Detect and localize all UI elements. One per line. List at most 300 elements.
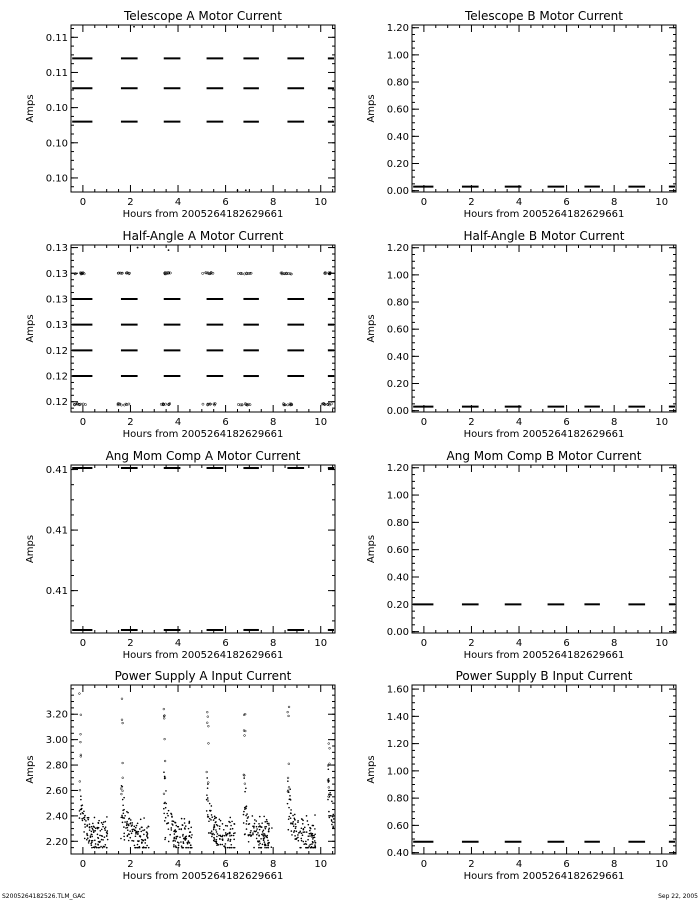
- chart-power-supply-a-data-point: [163, 771, 165, 773]
- chart-power-supply-a-data-point: [263, 839, 265, 841]
- chart-power-supply-a-data-point: [147, 833, 149, 835]
- chart-power-supply-a-data-point: [95, 843, 97, 845]
- chart-power-supply-a-data-point: [297, 820, 299, 822]
- chart-power-supply-a-data-point: [106, 847, 108, 849]
- chart-power-supply-a-data-point: [126, 825, 128, 827]
- chart-power-supply-a-data-point: [254, 831, 256, 833]
- chart-power-supply-a-data-point: [230, 828, 232, 830]
- chart-power-supply-a-data-point: [169, 834, 171, 836]
- chart-power-supply-a-data-point: [297, 821, 299, 823]
- chart-half-angle-b-xtick-label: 4: [515, 417, 523, 428]
- chart-power-supply-a-data-point: [90, 835, 92, 837]
- chart-power-supply-a-data-point: [288, 791, 290, 793]
- chart-ang-mom-b-xtick-label: 0: [420, 638, 428, 649]
- chart-power-supply-a-data-point: [146, 832, 148, 834]
- chart-power-supply-a-data-point: [142, 847, 144, 849]
- chart-power-supply-b-xtick-label: 10: [655, 859, 669, 870]
- chart-power-supply-a-data-point: [307, 820, 309, 822]
- chart-power-supply-a-data-point: [303, 829, 305, 831]
- chart-power-supply-a-spike-point: [163, 717, 165, 719]
- chart-telescope-a-frame: [71, 25, 335, 192]
- chart-power-supply-a-ytick-label: 3.20: [45, 709, 68, 721]
- chart-power-supply-a-data-point: [252, 815, 254, 817]
- chart-power-supply-b-title: Power Supply B Input Current: [455, 669, 633, 683]
- chart-power-supply-a-data-point: [101, 839, 103, 841]
- chart-power-supply-a-data-point: [209, 818, 211, 820]
- chart-power-supply-a-data-point: [214, 816, 216, 818]
- chart-power-supply-a-data-point: [298, 840, 300, 842]
- chart-power-supply-a-data-point: [294, 819, 296, 821]
- chart-half-angle-a-cluster-point: [237, 272, 239, 274]
- chart-power-supply-a-spike-point: [79, 693, 81, 695]
- chart-power-supply-a-data-point: [189, 821, 191, 823]
- chart-power-supply-a-data-point: [328, 768, 330, 770]
- chart-power-supply-a-data-point: [208, 832, 210, 834]
- chart-power-supply-a-data-point: [306, 831, 308, 833]
- chart-power-supply-a-ytick-label: 3.00: [45, 735, 68, 747]
- chart-power-supply-a-data-point: [188, 822, 190, 824]
- chart-power-supply-a-data-point: [142, 840, 144, 842]
- chart-power-supply-a-data-point: [104, 836, 106, 838]
- chart-power-supply-a-data-point: [130, 822, 132, 824]
- chart-power-supply-a-data-point: [144, 839, 146, 841]
- chart-power-supply-a-data-point: [126, 821, 128, 823]
- chart-power-supply-a-data-point: [102, 826, 104, 828]
- chart-power-supply-a-data-point: [99, 841, 101, 843]
- chart-power-supply-a-data-point: [248, 841, 250, 843]
- chart-power-supply-a-data-point: [246, 828, 248, 830]
- chart-telescope-b-title: Telescope B Motor Current: [464, 9, 624, 23]
- chart-power-supply-b-xlabel: Hours from 2005264182629661: [463, 871, 625, 882]
- chart-power-supply-a-data-point: [222, 823, 224, 825]
- chart-power-supply-a-xtick-label: 4: [174, 859, 182, 870]
- chart-telescope-a-point: [133, 26, 135, 28]
- chart-power-supply-a-data-point: [98, 820, 100, 822]
- chart-power-supply-a-data-point: [207, 816, 209, 818]
- chart-power-supply-a-spike-point: [328, 787, 330, 789]
- chart-power-supply-a-data-point: [217, 825, 219, 827]
- chart-power-supply-a-data-point: [174, 833, 176, 835]
- chart-power-supply-a-data-point: [291, 834, 293, 836]
- chart-half-angle-b: [366, 229, 676, 440]
- chart-power-supply-a-data-point: [81, 818, 83, 820]
- chart-power-supply-a-data-point: [228, 821, 230, 823]
- chart-power-supply-a-data-point: [294, 814, 296, 816]
- chart-power-supply-a-data-point: [331, 820, 333, 822]
- chart-power-supply-a-data-point: [184, 822, 186, 824]
- chart-power-supply-a-data-point: [91, 836, 93, 838]
- chart-power-supply-a-data-point: [268, 823, 270, 825]
- chart-power-supply-a-data-point: [219, 828, 221, 830]
- chart-power-supply-a-data-point: [302, 841, 304, 843]
- chart-power-supply-a-data-point: [252, 832, 254, 834]
- chart-power-supply-a-data-point: [331, 801, 333, 803]
- chart-half-angle-a-title: Half-Angle A Motor Current: [122, 229, 284, 243]
- chart-power-supply-a-data-point: [134, 830, 136, 832]
- chart-power-supply-a-data-point: [216, 844, 218, 846]
- chart-power-supply-a-data-point: [314, 814, 316, 816]
- chart-power-supply-a-data-point: [287, 780, 289, 782]
- chart-power-supply-a-data-point: [165, 790, 167, 792]
- chart-power-supply-a-data-point: [232, 828, 234, 830]
- chart-power-supply-a-data-point: [183, 838, 185, 840]
- chart-power-supply-a-data-point: [225, 825, 227, 827]
- chart-power-supply-a-data-point: [138, 840, 140, 842]
- chart-half-angle-a-cluster-point: [165, 403, 167, 405]
- chart-power-supply-a-data-point: [233, 835, 235, 837]
- chart-power-supply-a-data-point: [123, 809, 125, 811]
- chart-power-supply-a-spike-point: [80, 733, 82, 735]
- chart-power-supply-a-data-point: [164, 778, 166, 780]
- chart-ang-mom-a-frame: [71, 465, 335, 633]
- chart-power-supply-a-data-point: [228, 838, 230, 840]
- chart-power-supply-a-data-point: [122, 817, 124, 819]
- chart-power-supply-a-data-point: [171, 823, 173, 825]
- chart-power-supply-a-data-point: [165, 837, 167, 839]
- chart-power-supply-a-data-point: [127, 829, 129, 831]
- chart-power-supply-a-data-point: [259, 829, 261, 831]
- chart-power-supply-a-data-point: [122, 799, 124, 801]
- chart-power-supply-a-data-point: [91, 831, 93, 833]
- chart-power-supply-a-data-point: [229, 840, 231, 842]
- chart-power-supply-a-data-point: [207, 797, 209, 799]
- chart-half-angle-b-ytick-label: 0.20: [386, 378, 409, 390]
- chart-power-supply-a-data-point: [174, 822, 176, 824]
- chart-power-supply-a-xtick-label: 2: [127, 859, 134, 870]
- chart-power-supply-a-data-point: [93, 825, 95, 827]
- chart-power-supply-a-spike-point: [121, 793, 123, 795]
- chart-power-supply-a-data-point: [93, 830, 95, 832]
- chart-power-supply-a-data-point: [307, 839, 309, 841]
- chart-half-angle-b-ylabel: Amps: [366, 314, 377, 343]
- chart-power-supply-a-spike-point: [122, 722, 124, 724]
- chart-power-supply-a-data-point: [82, 820, 84, 822]
- chart-power-supply-a-spike-point: [121, 719, 123, 721]
- chart-ang-mom-a-title: Ang Mom Comp A Motor Current: [105, 449, 301, 463]
- chart-telescope-a-xtick-label: 2: [127, 197, 134, 208]
- chart-power-supply-a-data-point: [142, 830, 144, 832]
- chart-half-angle-b-frame: [412, 245, 676, 412]
- chart-power-supply-a-data-point: [222, 839, 224, 841]
- chart-power-supply-b-ytick-label: 0.60: [386, 820, 409, 832]
- chart-power-supply-a-data-point: [297, 834, 299, 836]
- chart-power-supply-a-data-point: [292, 823, 294, 825]
- chart-power-supply-a-data-point: [124, 821, 126, 823]
- chart-power-supply-a-data-point: [246, 813, 248, 815]
- chart-power-supply-a-data-point: [246, 823, 248, 825]
- chart-power-supply-a-data-point: [171, 816, 173, 818]
- chart-power-supply-a-data-point: [128, 840, 130, 842]
- chart-telescope-b-frame: [412, 25, 676, 192]
- chart-ang-mom-b: [366, 449, 676, 661]
- chart-ang-mom-b-title: Ang Mom Comp B Motor Current: [446, 449, 642, 463]
- chart-power-supply-a-data-point: [258, 847, 260, 849]
- chart-power-supply-a-data-point: [143, 817, 145, 819]
- chart-power-supply-a-data-point: [293, 825, 295, 827]
- chart-power-supply-a-data-point: [103, 821, 105, 823]
- chart-power-supply-a-data-point: [131, 840, 133, 842]
- chart-power-supply-a-data-point: [304, 831, 306, 833]
- chart-power-supply-a-data-point: [290, 812, 292, 814]
- chart-half-angle-b-ytick-label: 0.60: [386, 324, 409, 336]
- chart-telescope-b-ytick-label: 0.60: [386, 104, 409, 116]
- chart-power-supply-a-data-point: [137, 833, 139, 835]
- footer-filename: S2005264182526.TLM_GAC: [2, 893, 86, 900]
- chart-power-supply-a-data-point: [106, 816, 108, 818]
- chart-power-supply-a-data-point: [174, 829, 176, 831]
- chart-power-supply-a-ytick-label: 2.80: [45, 760, 68, 772]
- chart-half-angle-a-ytick-label: 0.12: [45, 371, 68, 383]
- chart-power-supply-a-data-point: [253, 826, 255, 828]
- chart-power-supply-a-data-point: [190, 837, 192, 839]
- chart-power-supply-a-data-point: [85, 820, 87, 822]
- chart-power-supply-a-data-point: [287, 803, 289, 805]
- chart-half-angle-b-xtick-label: 6: [563, 417, 570, 428]
- chart-power-supply-a-data-point: [104, 828, 106, 830]
- chart-power-supply-a-data-point: [306, 815, 308, 817]
- chart-power-supply-a-data-point: [217, 833, 219, 835]
- chart-power-supply-a-data-point: [177, 841, 179, 843]
- chart-power-supply-a-data-point: [264, 841, 266, 843]
- chart-power-supply-a-data-point: [290, 823, 292, 825]
- chart-power-supply-a-data-point: [91, 844, 93, 846]
- chart-power-supply-a-data-point: [89, 827, 91, 829]
- chart-power-supply-a-data-point: [127, 827, 129, 829]
- chart-power-supply-a-spike-point: [207, 716, 209, 718]
- chart-half-angle-a-xtick-label: 8: [269, 417, 277, 428]
- chart-power-supply-a-data-point: [332, 827, 334, 829]
- chart-half-angle-b-ytick-label: 0.00: [386, 406, 409, 418]
- chart-power-supply-a-data-point: [213, 819, 215, 821]
- chart-ang-mom-a-ytick-label: 0.41: [45, 525, 68, 537]
- chart-power-supply-a-data-point: [163, 803, 165, 805]
- chart-telescope-b-xtick-label: 6: [563, 197, 570, 208]
- chart-ang-mom-b-ylabel: Amps: [366, 534, 377, 564]
- chart-power-supply-a-data-point: [168, 810, 170, 812]
- chart-power-supply-a-spike-point: [288, 786, 290, 788]
- chart-power-supply-a-data-point: [144, 847, 146, 849]
- chart-ang-mom-b-xtick-label: 10: [655, 638, 669, 649]
- chart-power-supply-a-data-point: [266, 821, 268, 823]
- chart-power-supply-a-data-point: [211, 805, 213, 807]
- chart-ang-mom-b-xtick-label: 4: [515, 638, 523, 649]
- chart-power-supply-a-data-point: [295, 838, 297, 840]
- chart-power-supply-a-spike-point: [164, 760, 166, 762]
- chart-power-supply-a-data-point: [182, 834, 184, 836]
- chart-power-supply-a-data-point: [332, 816, 334, 818]
- chart-power-supply-a-data-point: [314, 844, 316, 846]
- chart-half-angle-a-cluster-point: [82, 403, 84, 405]
- chart-power-supply-a-data-point: [134, 845, 136, 847]
- chart-power-supply-a-data-point: [290, 809, 292, 811]
- chart-power-supply-a-data-point: [188, 835, 190, 837]
- chart-power-supply-a-data-point: [187, 847, 189, 849]
- chart-power-supply-a-data-point: [93, 846, 95, 848]
- chart-power-supply-a-data-point: [139, 828, 141, 830]
- chart-power-supply-a-data-point: [220, 844, 222, 846]
- chart-power-supply-a-data-point: [102, 847, 104, 849]
- chart-power-supply-a-data-point: [231, 821, 233, 823]
- chart-power-supply-a-data-point: [311, 843, 313, 845]
- chart-power-supply-a-data-point: [107, 830, 109, 832]
- chart-half-angle-b-xtick-label: 10: [655, 417, 669, 428]
- chart-ang-mom-b-xtick-label: 2: [468, 638, 475, 649]
- chart-power-supply-a-spike-point: [329, 763, 331, 765]
- chart-power-supply-a-spike-point: [122, 762, 124, 764]
- chart-power-supply-a-data-point: [256, 826, 258, 828]
- chart-power-supply-a-data-point: [253, 827, 255, 829]
- chart-power-supply-a-data-point: [214, 840, 216, 842]
- chart-power-supply-a-data-point: [266, 837, 268, 839]
- chart-power-supply-a-data-point: [302, 831, 304, 833]
- chart-power-supply-a-spike-point: [122, 790, 124, 792]
- chart-telescope-b-xtick-label: 2: [468, 197, 475, 208]
- chart-telescope-b-ytick-label: 1.20: [386, 23, 409, 35]
- chart-power-supply-a-data-point: [301, 838, 303, 840]
- chart-power-supply-a-data-point: [305, 841, 307, 843]
- chart-power-supply-a-data-point: [129, 837, 131, 839]
- chart-power-supply-a-data-point: [179, 836, 181, 838]
- chart-power-supply-a-data-point: [173, 844, 175, 846]
- chart-power-supply-a-data-point: [177, 836, 179, 838]
- chart-power-supply-a-data-point: [175, 847, 177, 849]
- chart-power-supply-a-data-point: [80, 813, 82, 815]
- chart-power-supply-b-frame: [412, 685, 676, 854]
- chart-power-supply-a-data-point: [211, 836, 213, 838]
- chart-power-supply-a-data-point: [126, 811, 128, 813]
- chart-power-supply-a-data-point: [266, 835, 268, 837]
- chart-power-supply-a-data-point: [184, 827, 186, 829]
- chart-power-supply-a-data-point: [164, 776, 166, 778]
- chart-power-supply-a-data-point: [207, 783, 209, 785]
- chart-power-supply-b-ytick-label: 1.00: [386, 766, 409, 778]
- chart-power-supply-a-data-point: [178, 847, 180, 849]
- chart-power-supply-a-data-point: [144, 842, 146, 844]
- chart-power-supply-a-data-point: [80, 795, 82, 797]
- chart-power-supply-a-data-point: [125, 827, 127, 829]
- chart-power-supply-a-data-point: [332, 825, 334, 827]
- chart-half-angle-b-xtick-label: 8: [610, 417, 618, 428]
- chart-power-supply-a-data-point: [87, 819, 89, 821]
- chart-half-angle-b-xtick-label: 0: [420, 417, 428, 428]
- chart-power-supply-a-data-point: [309, 833, 311, 835]
- chart-power-supply-a-data-point: [146, 845, 148, 847]
- chart-power-supply-b-ytick-label: 1.20: [386, 739, 409, 751]
- chart-power-supply-a-data-point: [191, 834, 193, 836]
- chart-power-supply-a-data-point: [233, 833, 235, 835]
- chart-power-supply-a-data-point: [220, 835, 222, 837]
- chart-power-supply-a-data-point: [139, 835, 141, 837]
- chart-power-supply-a-data-point: [175, 825, 177, 827]
- chart-power-supply-a-data-point: [309, 844, 311, 846]
- chart-power-supply-a-spike-point: [287, 777, 289, 779]
- chart-power-supply-a-data-point: [188, 840, 190, 842]
- chart-power-supply-a-data-point: [310, 828, 312, 830]
- chart-power-supply-a-data-point: [244, 791, 246, 793]
- chart-telescope-a-title: Telescope A Motor Current: [124, 9, 282, 23]
- chart-half-angle-a-ytick-label: 0.13: [45, 294, 68, 306]
- chart-power-supply-a-data-point: [332, 814, 334, 816]
- chart-power-supply-a-data-point: [137, 823, 139, 825]
- chart-power-supply-a-data-point: [268, 828, 270, 830]
- chart-power-supply-a-data-point: [311, 836, 313, 838]
- chart-power-supply-a-data-point: [301, 827, 303, 829]
- chart-power-supply-a-data-point: [175, 831, 177, 833]
- chart-power-supply-a-spike-point: [288, 763, 290, 765]
- chart-power-supply-a-data-point: [267, 840, 269, 842]
- chart-ang-mom-b-ytick-label: 1.00: [386, 490, 409, 502]
- chart-power-supply-a-data-point: [181, 847, 183, 849]
- chart-power-supply-a-data-point: [82, 813, 84, 815]
- chart-power-supply-a-data-point: [135, 835, 137, 837]
- chart-power-supply-a-data-point: [180, 828, 182, 830]
- chart-power-supply-a-data-point: [86, 825, 88, 827]
- chart-half-angle-a-cluster-point: [202, 403, 204, 405]
- chart-power-supply-a-data-point: [173, 821, 175, 823]
- chart-power-supply-a-data-point: [129, 830, 131, 832]
- chart-telescope-a-xtick-label: 6: [222, 197, 229, 208]
- chart-telescope-b-ytick-label: 0.00: [386, 186, 409, 198]
- chart-telescope-b-ylabel: Amps: [366, 94, 377, 123]
- chart-power-supply-a-data-point: [331, 824, 333, 826]
- chart-power-supply-a-data-point: [190, 847, 192, 849]
- chart-power-supply-a-data-point: [137, 847, 139, 849]
- chart-power-supply-a-xlabel: Hours from 2005264182629661: [122, 871, 284, 882]
- chart-power-supply-a-data-point: [94, 817, 96, 819]
- chart-power-supply-a-data-point: [98, 837, 100, 839]
- chart-power-supply-a-data-point: [121, 815, 123, 817]
- chart-power-supply-a-data-point: [314, 846, 316, 848]
- chart-power-supply-a-data-point: [81, 805, 83, 807]
- chart-power-supply-a-data-point: [328, 781, 330, 783]
- chart-power-supply-a-data-point: [256, 838, 258, 840]
- chart-power-supply-a-data-point: [246, 820, 248, 822]
- chart-power-supply-a-data-point: [91, 842, 93, 844]
- chart-power-supply-a-data-point: [166, 813, 168, 815]
- chart-power-supply-a-spike-point: [329, 747, 331, 749]
- chart-power-supply-a-data-point: [290, 817, 292, 819]
- chart-power-supply-a-data: [79, 693, 335, 849]
- chart-power-supply-a-data-point: [288, 807, 290, 809]
- chart-power-supply-a-data-point: [306, 847, 308, 849]
- chart-power-supply-a-data-point: [171, 829, 173, 831]
- chart-power-supply-a-spike-point: [244, 783, 246, 785]
- chart-power-supply-a-spike-point: [80, 741, 82, 743]
- chart-telescope-b-xtick-label: 0: [420, 197, 428, 208]
- chart-telescope-a-ytick-label: 0.10: [45, 103, 68, 115]
- chart-power-supply-a-data-point: [267, 847, 269, 849]
- chart-power-supply-a-data-point: [99, 835, 101, 837]
- chart-power-supply-a-data-point: [250, 830, 252, 832]
- chart-power-supply-a-data-point: [165, 807, 167, 809]
- chart-power-supply-a-data-point: [97, 834, 99, 836]
- chart-power-supply-a-data-point: [288, 818, 290, 820]
- chart-power-supply-a-data-point: [173, 846, 175, 848]
- chart-ang-mom-b-xlabel: Hours from 2005264182629661: [463, 650, 625, 661]
- chart-power-supply-a-data-point: [131, 832, 133, 834]
- chart-power-supply-a-data-point: [262, 831, 264, 833]
- chart-power-supply-a-data-point: [223, 829, 225, 831]
- chart-ang-mom-b-frame: [412, 465, 676, 633]
- chart-ang-mom-a-ylabel: Amps: [25, 534, 36, 564]
- chart-power-supply-a-data-point: [175, 840, 177, 842]
- chart-power-supply-a-data-point: [252, 834, 254, 836]
- chart-power-supply-a-data-point: [182, 824, 184, 826]
- chart-power-supply-a-data-point: [268, 824, 270, 826]
- chart-power-supply-a-data-point: [218, 844, 220, 846]
- chart-power-supply-a-data-point: [178, 828, 180, 830]
- chart-power-supply-a-data-point: [296, 831, 298, 833]
